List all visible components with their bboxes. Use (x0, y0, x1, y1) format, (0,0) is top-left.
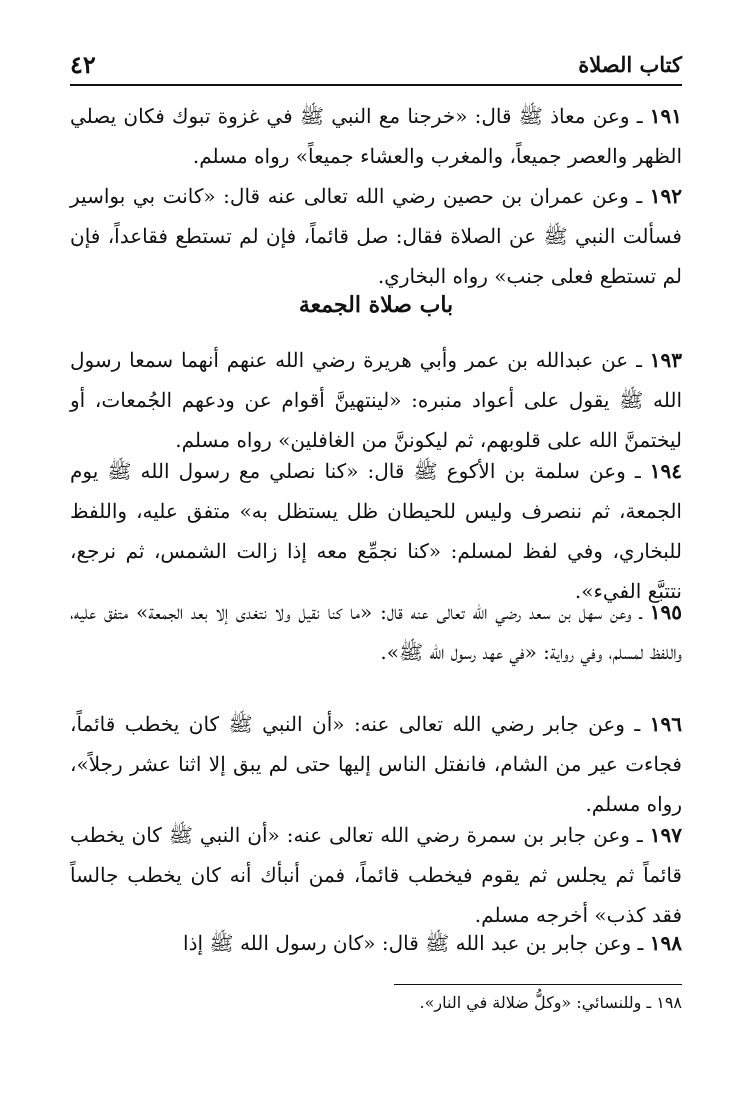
hadith-193 (70, 340, 682, 460)
hadith-194 (70, 451, 682, 611)
page-number: ٤٢ (70, 50, 96, 79)
hadith-text: ـ عن عبدالله بن عمر وأبي هريرة رضي الله عنهم أنهما سمعا رسول الله ﷺ يقول على أعواد منبره: «لينتهينَّ أقوام عن ودعهم الجُمعات، أو ليختمنَّ الله على قلوبهم، ثم ليكوننَّ من الغافلين» رواه مسلم. (70, 348, 682, 452)
hadith-195 (70, 592, 682, 672)
book-page (70, 0, 682, 1108)
hadith-number: ١٩٢ (649, 184, 682, 208)
hadith-text: ـ وعن جابر بن سمرة رضي الله تعالى عنه: «أن النبي ﷺ كان يخطب قائماً ثم يجلس ثم يقوم فيخطب قائماً، فمن أنبأك أنه كان يخطب جالساً فقد كذب» أخرجه مسلم. (70, 823, 682, 927)
hadith-192 (70, 176, 682, 296)
hadith-197 (70, 815, 682, 935)
hadith-text: ـ وعن معاذ ﷺ قال: «خرجنا مع النبي ﷺ في غزوة تبوك فكان يصلي الظهر والعصر جميعاً، والمغرب والعشاء جميعاً» رواه مسلم. (70, 104, 682, 168)
hadith-text: ـ وعن عمران بن حصين رضي الله تعالى عنه قال: «كانت بي بواسير فسألت النبي ﷺ عن الصلاة فقال: صل قائماً، فإن لم تستطع فقاعداً، فإن لم تستطع فعلى جنب» رواه البخاري. (70, 184, 682, 288)
hadith-number: ١٩٣ (649, 348, 682, 372)
hadith-number: ١٩١ (649, 104, 683, 128)
page-header (70, 50, 682, 86)
chapter-title: كتاب الصلاة (578, 52, 682, 77)
hadith-text: ـ وعن جابر بن عبد الله ﷺ قال: «كان رسول الله ﷺ إذا (183, 931, 644, 955)
hadith-number: ١٩٤ (649, 459, 682, 483)
hadith-number: ١٩٦ (649, 712, 682, 736)
footnote-divider (394, 984, 682, 985)
hadith-198 (70, 923, 682, 963)
hadith-text: ـ وعن سهل بن سعد رضي الله تعالى عنه قال: «ما كنا نقيل ولا نتغدى إلا بعد الجمعة» متفق عليه، واللفظ لمسلم، وفي رواية: «في عهد رسول الله ﷺ». (70, 600, 682, 664)
hadith-196 (70, 704, 682, 824)
footnote: ١٩٨ ـ وللنسائي: «وكلُّ ضلالة في النار». (419, 993, 682, 1012)
hadith-text: ـ وعن جابر رضي الله تعالى عنه: «أن النبي ﷺ كان يخطب قائماً، فجاءت عير من الشام، فانفتل الناس إليها حتى لم يبق إلا اثنا عشر رجلاً»، رواه مسلم. (70, 712, 682, 816)
hadith-text: ـ وعن سلمة بن الأكوع ﷺ قال: «كنا نصلي مع رسول الله ﷺ يوم الجمعة، ثم ننصرف وليس للحيطان ظل يستظل به» متفق عليه، واللفظ للبخاري، وفي لفظ لمسلم: «كنا نجمِّع معه إذا زالت الشمس، ثم نرجع، نتتبَّع الفيء». (70, 459, 682, 603)
hadith-number: ١٩٥ (649, 600, 682, 624)
hadith-number: ١٩٧ (649, 823, 682, 847)
hadith-191 (70, 96, 682, 176)
section-heading: باب صلاة الجمعة (298, 292, 454, 318)
hadith-number: ١٩٨ (649, 931, 682, 955)
